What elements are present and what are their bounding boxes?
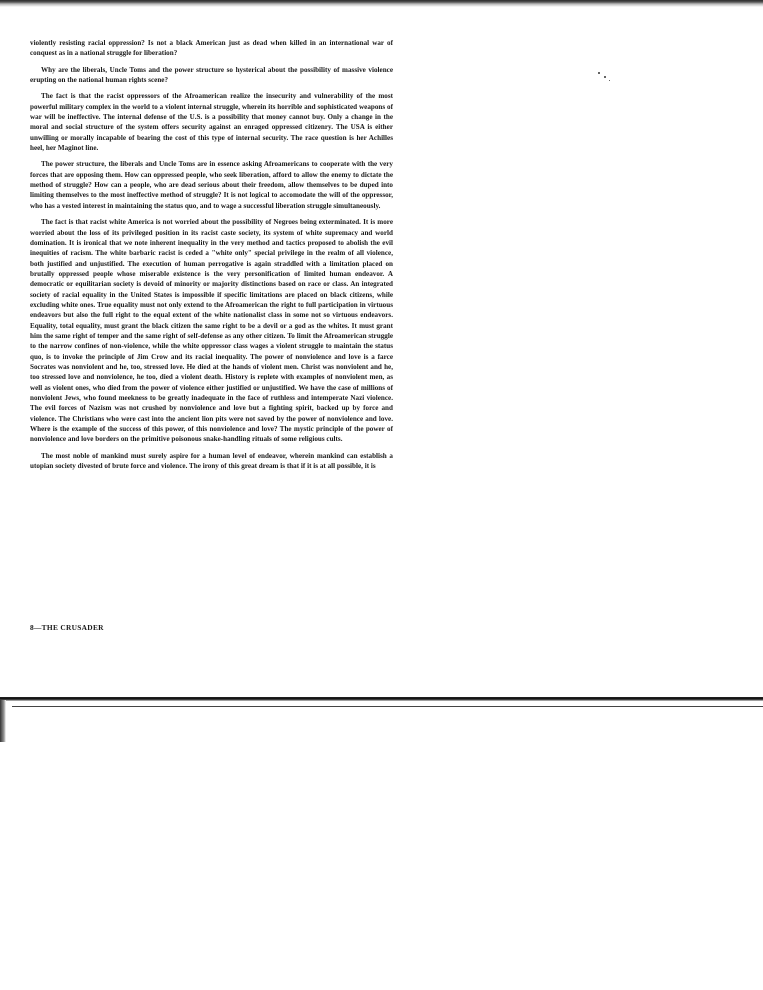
paragraph: The fact is that racist white America is not worried about the possibility of Negroes being exterminated. It is more worried about the loss of its privileged position in its racist caste society, its system of white supremacy and world domination. It is ironical that we note inherent inequality in the very method and tactics proposed to abolish the evil inequities of racism. The white barbaric racist is ceded a "white only" special privilege in the realm of all violence, both justified and unjustified. The execution of human perrogative is again straddled with a limitation placed on brutally oppressed people whose miserable existence is the very personification of limited human endeavor. A democratic or equilitarian society is devoid of minority or majority distinctions based on race or class. An integrated society of racial equality in the United States is impossible if specific limitations are placed on black citizens, while excluding white ones. True equality must not only extend to the Afroamerican the right to full participation in virtuous endeavors but also the full right to the equal extent of the white nationalist class in some not so virtuous endeavors. Equality, total equality, must grant the black citizen the same right to be a devil or a god as the whites. It must grant him the same right of temper and the same right of self-defense as any other citizen. To limit the Afroamerican struggle to the narrow confines of non-violence, while the white oppressor class wages a violent struggle to maintain the status quo, is to invoke the principle of Jim Crow and its racial inequality. The power of nonviolence and love is a farce Socrates was nonviolent and he, too, stressed love. He died at the hands of violent men. Christ was nonviolent and he, too stressed love and nonviolence, he too, died a violent death. History is replete with examples of nonviolent men, as well as violent ones, who died from the power of violence either justified or unjustified. We have the case of millions of nonviolent Jews, who found meekness to be greatly inadequate in the face of ruthless and intemperate Nazi violence. The evil forces of Nazism was not crushed by nonviolence and love but a fighting spirit, backed up by force and violence. The Christians who were cast into the ancient lion pits were not saved by the power of nonviolence and love. Where is the example of the success of this power, of this nonviolence and love? The mystic principle of the power of nonviolence and love borders on the primitive poisonous snake-handling rituals of some religious cults.	[30, 218, 393, 444]
scan-fold-corner	[0, 700, 6, 742]
scan-speck	[609, 80, 610, 81]
scan-top-edge	[0, 0, 763, 7]
paragraph: Why are the liberals, Uncle Toms and the power structure so hysterical about the possibility of massive violence erupting on the national human rights scene?	[30, 65, 393, 85]
page-folio: 8—THE CRUSADER	[30, 623, 104, 632]
scan-fold-rule	[0, 697, 763, 701]
scan-speck	[604, 76, 606, 78]
paragraph: The power structure, the liberals and Uncle Toms are in essence asking Afroamericans to cooperate with the very forces that are opposing them. How can oppressed people, who seek liberation, afford to allow the enemy to dictate the method of struggle? How can a people, who are dead serious about their freedom, allow themselves to be duped into limiting themselves to the most ineffective method of struggle? It is not logical to accomodate the will of the oppressor, who has a vested interest in maintaining the status quo, and to wage a successful liberation struggle simultaneously.	[30, 160, 393, 210]
paragraph: The most noble of mankind must surely aspire for a human level of endeavor, wherein mankind can establish a utopian society divested of brute force and violence. The irony of this great dream is that if it is at all possible, it is	[30, 451, 393, 471]
paragraph: The fact is that the racist oppressors of the Afroamerican realize the insecurity and vulnerability of the most powerful military complex in the world to a violent internal struggle, wherein its horrible and sophisticated weapons of war will be ineffective. The internal defense of the U.S. is a possibility that money cannot buy. Only a change in the moral and social structure of the system offers security against an enraged oppressed citizenry. The USA is either unwilling or morally incapable of bearing the cost of this type of internal security. The race question is her Achilles heel, her Maginot line.	[30, 92, 393, 153]
paragraph: violently resisting racial oppression? Is not a black American just as dead when killed in an international war of conquest as in a national struggle for liberation?	[30, 39, 393, 58]
scan-fold-line	[12, 706, 763, 707]
scan-speck	[598, 72, 600, 74]
article-body	[30, 38, 393, 477]
